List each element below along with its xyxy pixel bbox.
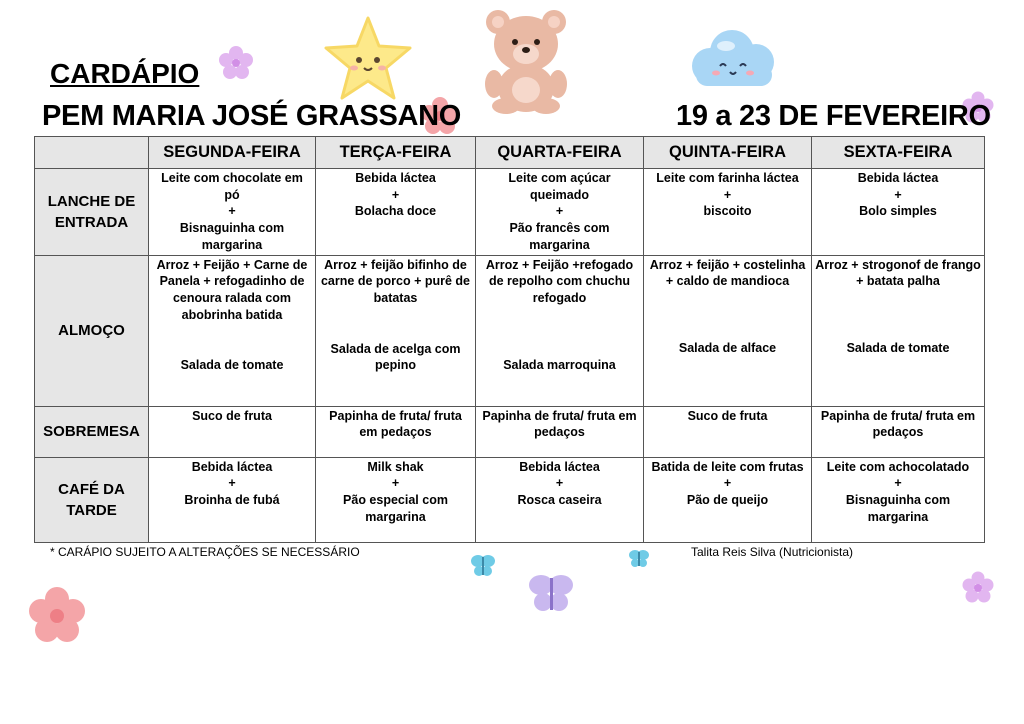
- meal-cell: [812, 255, 985, 406]
- meal-item: Milk shak: [367, 459, 424, 474]
- column-header: QUINTA-FEIRA: [644, 137, 812, 169]
- meal-cell: [644, 169, 812, 256]
- meal-item: Leite com farinha láctea: [656, 171, 799, 185]
- meal-cell: [812, 457, 985, 542]
- plus-sign: +: [555, 204, 564, 219]
- meal-item: Leite com achocolatado: [826, 459, 970, 474]
- meal-cell: [644, 255, 812, 406]
- table-header-row: [35, 137, 985, 169]
- plus-sign: +: [894, 187, 902, 202]
- disclaimer-note: * CARÁPIO SUJEITO A ALTERAÇÕES SE NECESSÁRIO: [50, 545, 360, 559]
- meal-item: Leite com açúcar queimado: [508, 171, 611, 202]
- meal-item: Bebida láctea: [355, 171, 436, 185]
- corner-cell: [35, 137, 149, 169]
- flower-icon: [217, 44, 255, 82]
- flower-icon: [960, 570, 996, 606]
- table-row: [35, 457, 985, 542]
- meal-cell: [149, 169, 316, 256]
- nutritionist-signature: Talita Reis Silva (Nutricionista): [691, 545, 854, 559]
- meal-item: Pão de queijo: [686, 492, 769, 507]
- meal-item: Arroz + feijão bifinho de carne de porco + purê de batatas: [320, 257, 470, 305]
- meal-item: Bebida láctea: [519, 459, 600, 474]
- meal-item: Bolacha doce: [354, 204, 437, 219]
- plus-sign: +: [555, 476, 564, 491]
- meal-item: Arroz + feijão + costelinha + caldo de mandioca: [649, 257, 806, 289]
- meal-cell: [644, 457, 812, 542]
- salad-item: Salada de tomate: [180, 358, 284, 373]
- butterfly-icon: [470, 552, 496, 578]
- table-row: [35, 255, 985, 406]
- date-range: 19 a 23 DE FEVEREIRO: [676, 100, 991, 132]
- plus-sign: +: [228, 476, 236, 491]
- meal-item: Leite com chocolate em pó: [161, 171, 303, 202]
- meal-item: Arroz + Feijão +refogado de repolho com chuchu refogado: [485, 257, 634, 305]
- meal-cell: [316, 255, 476, 406]
- table-row: [35, 169, 985, 256]
- column-header: SEGUNDA-FEIRA: [149, 137, 316, 169]
- row-label: LANCHE DE ENTRADA: [35, 169, 149, 256]
- plus-sign: +: [723, 476, 732, 491]
- meal-item: Pão francês com margarina: [509, 221, 610, 252]
- page-title: CARDÁPIO: [50, 58, 200, 89]
- meal-cell: Suco de fruta: [149, 406, 316, 457]
- salad-item: Salada marroquina: [503, 357, 616, 372]
- flower-icon: [28, 586, 86, 644]
- meal-cell: [476, 255, 644, 406]
- butterfly-icon: [628, 548, 650, 568]
- column-header: SEXTA-FEIRA: [812, 137, 985, 169]
- meal-item: Bisnaguinha com margarina: [845, 492, 951, 524]
- meal-cell: Papinha de fruta/ fruta em pedaços: [812, 406, 985, 457]
- plus-sign: +: [894, 476, 902, 491]
- cloud-icon: [686, 26, 782, 92]
- meal-item: Bolo simples: [859, 204, 937, 219]
- butterfly-icon: [528, 570, 574, 614]
- meal-cell: [476, 457, 644, 542]
- column-header: QUARTA-FEIRA: [476, 137, 644, 169]
- meal-item: Batida de leite com frutas: [651, 459, 804, 474]
- plus-sign: +: [391, 476, 400, 491]
- meal-item: Bisnaguinha com margarina: [179, 221, 285, 252]
- meal-item: Arroz + strogonof de frango + batata palha: [815, 257, 981, 289]
- meal-cell: [476, 169, 644, 256]
- meal-cell: [316, 169, 476, 256]
- plus-sign: +: [228, 204, 236, 219]
- meal-cell: Suco de fruta: [644, 406, 812, 457]
- salad-item: Salada de alface: [678, 340, 777, 355]
- table-row: [35, 406, 985, 457]
- plus-sign: +: [723, 187, 732, 202]
- plus-sign: +: [391, 187, 400, 202]
- meal-cell: Papinha de fruta/ fruta em pedaços: [476, 406, 644, 457]
- meal-item: Rosca caseira: [517, 492, 602, 507]
- meal-cell: [812, 169, 985, 256]
- meal-item: Bebida láctea: [191, 459, 273, 474]
- meal-cell: [316, 457, 476, 542]
- star-icon: [322, 14, 414, 102]
- row-label: ALMOÇO: [35, 255, 149, 406]
- meal-cell: Papinha de fruta/ fruta em pedaços: [316, 406, 476, 457]
- meal-item: Arroz + Feijão + Carne de Panela + refogadinho de cenoura ralada com abobrinha batida: [156, 257, 308, 322]
- menu-table: [34, 136, 985, 543]
- meal-cell: [149, 255, 316, 406]
- row-label: CAFÉ DA TARDE: [35, 457, 149, 542]
- meal-item: Pão especial com margarina: [343, 492, 448, 524]
- meal-item: Broinha de fubá: [184, 492, 280, 507]
- teddy-bear-icon: [478, 6, 574, 114]
- column-header: TERÇA-FEIRA: [316, 137, 476, 169]
- row-label: SOBREMESA: [35, 406, 149, 457]
- salad-item: Salada de tomate: [846, 340, 950, 355]
- salad-item: Salada de acelga com pepino: [330, 341, 461, 373]
- meal-cell: [149, 457, 316, 542]
- meal-item: biscoito: [703, 204, 752, 219]
- school-name: PEM MARIA JOSÉ GRASSANO: [42, 100, 462, 132]
- meal-item: Bebida láctea: [857, 171, 939, 185]
